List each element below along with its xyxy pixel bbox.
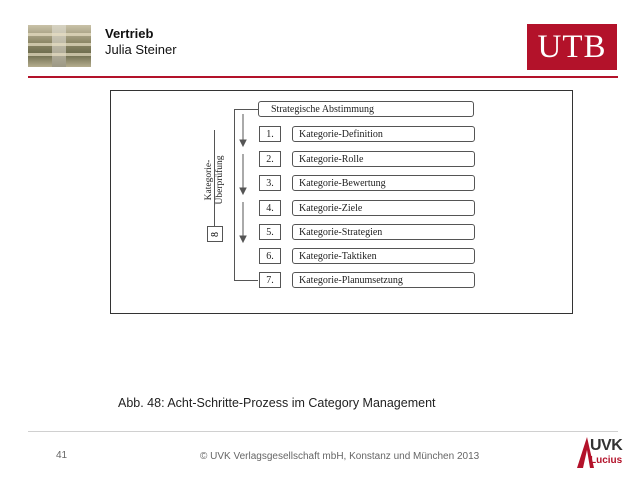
step-6-box: Kategorie-Taktiken xyxy=(292,248,475,264)
step-7-box: Kategorie-Planumsetzung xyxy=(292,272,475,288)
review-label: Kategorie- Überprüfung xyxy=(204,155,225,205)
footer-divider xyxy=(28,431,618,432)
header-title: Vertrieb xyxy=(105,26,154,41)
step-3-number: 3. xyxy=(259,175,281,191)
header-author: Julia Steiner xyxy=(105,42,177,57)
step-1-box: Kategorie-Definition xyxy=(292,126,475,142)
step-2-box: Kategorie-Rolle xyxy=(292,151,475,167)
review-bracket-line xyxy=(214,130,215,226)
header-photo xyxy=(28,25,91,67)
loop-top-line xyxy=(234,109,258,110)
lucius-logo-text: Lucius xyxy=(590,455,623,466)
step-7-number: 7. xyxy=(259,272,281,288)
utb-logo: UTB xyxy=(527,24,617,70)
step-1-number: 1. xyxy=(259,126,281,142)
step-3-box: Kategorie-Bewertung xyxy=(292,175,475,191)
top-box-strategic-alignment: Strategische Abstimmung xyxy=(258,101,474,117)
step-5-number: 5. xyxy=(259,224,281,240)
step-5-box: Kategorie-Strategien xyxy=(292,224,475,240)
loop-left-line xyxy=(234,109,235,280)
step-2-number: 2. xyxy=(259,151,281,167)
page-number: 41 xyxy=(56,450,68,461)
copyright-text: © UVK Verlagsgesellschaft mbH, Konstanz und München 2013 xyxy=(200,451,480,462)
step-4-number: 4. xyxy=(259,200,281,216)
uvk-logo-text: UVK xyxy=(590,437,623,454)
header-divider xyxy=(28,76,618,78)
review-step-number: 8 xyxy=(207,226,223,242)
step-4-box: Kategorie-Ziele xyxy=(292,200,475,216)
step-6-number: 6. xyxy=(259,248,281,264)
figure-caption: Abb. 48: Acht-Schritte-Prozess im Category Management xyxy=(118,396,436,410)
flow-arrows xyxy=(236,112,260,282)
